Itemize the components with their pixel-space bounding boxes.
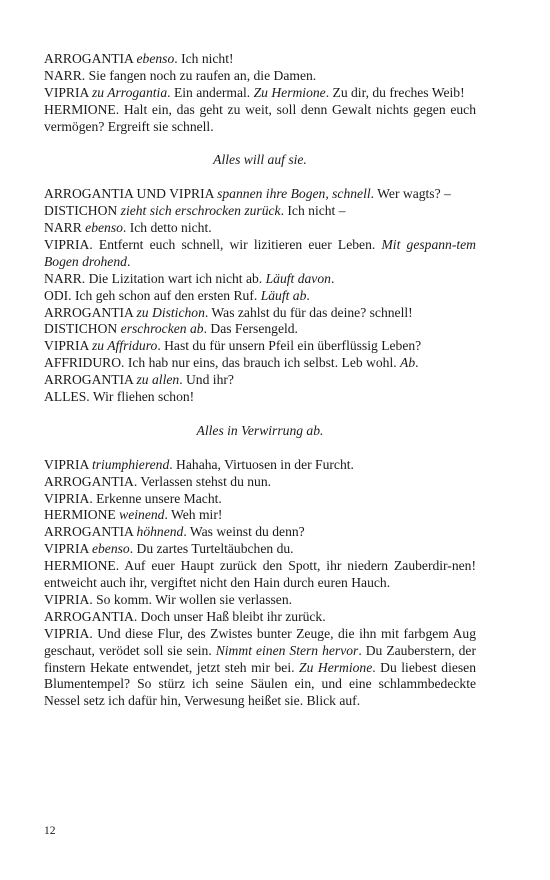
- dialogue-line: [44, 524, 476, 541]
- text-run: ODI. Ich geh schon auf den ersten Ruf.: [44, 287, 261, 303]
- text-run: VIPRIA. Und diese Flur, des Zwistes bunter Zeuge, die ihn mit farbgem Aug geschaut, verödet soll sie sein.: [44, 625, 476, 658]
- dialogue-line: [44, 288, 476, 305]
- text-run: . Ich detto nicht.: [122, 220, 212, 236]
- italic-direction: Ab: [400, 355, 416, 371]
- italic-direction: Nimmt einen Stern hervor: [215, 642, 359, 658]
- text-run: ARROGANTIA. Verlassen stehst du nun.: [44, 473, 272, 489]
- text-run: ARROGANTIA: [44, 304, 137, 320]
- dialogue-line: [44, 186, 476, 203]
- text-run: AFFRIDURO. Ich hab nur eins, das brauch ich selbst. Leb wohl.: [44, 355, 401, 371]
- dialogue-line: [44, 271, 476, 288]
- text-run: . Weh mir!: [164, 507, 223, 523]
- italic-direction: zu allen: [136, 372, 180, 388]
- dialogue-line: [44, 609, 476, 626]
- italic-direction: Alles will auf sie.: [213, 152, 307, 168]
- italic-direction: zu Distichon: [136, 304, 205, 320]
- italic-direction: Zu Hermione: [299, 659, 373, 675]
- italic-direction: ebenso: [85, 220, 123, 236]
- italic-direction: höhnend: [136, 524, 184, 540]
- text-run: . Du liebest diesen Blumentempel? So stürz ich seine Säulen ein, und eine schlammbedeckte Nessel setz ich dafür hin, Verwesung heißet sie. Blick auf.: [44, 659, 476, 709]
- text-run: . Hast du für unsern Pfeil ein überflüssig Leben?: [157, 338, 422, 354]
- text-run: . Zu dir, du freches Weib!: [325, 84, 465, 100]
- text-run: . Ich nicht –: [280, 203, 346, 219]
- italic-direction: weinend: [119, 507, 165, 523]
- text-run: . Und ihr?: [179, 372, 234, 388]
- italic-direction: zieht sich erschrocken zurück: [120, 203, 281, 219]
- blank-line: [44, 406, 476, 423]
- play-text: [44, 51, 476, 710]
- italic-direction: zu Arrogantia: [91, 84, 168, 100]
- text-run: . Hahaha, Virtuosen in der Furcht.: [169, 456, 354, 472]
- dialogue-line: [44, 626, 476, 711]
- text-run: VIPRIA: [44, 456, 92, 472]
- italic-direction: erschrocken ab: [120, 321, 204, 337]
- text-run: . Wer wagts? –: [370, 186, 451, 202]
- italic-direction: Mit gespann-tem Bogen drohend: [44, 236, 476, 269]
- stage-direction: [44, 152, 476, 169]
- text-run: DISTICHON: [44, 321, 121, 337]
- text-run: VIPRIA: [44, 338, 92, 354]
- dialogue-line: [44, 474, 476, 491]
- blank-line: [44, 169, 476, 186]
- dialogue-line: [44, 237, 476, 271]
- italic-direction: ebenso: [136, 51, 175, 66]
- text-run: NARR. Die Lizitation wart ich nicht ab.: [44, 270, 266, 286]
- dialogue-line: [44, 457, 476, 474]
- italic-direction: zu Affriduro: [91, 338, 158, 354]
- blank-line: [44, 440, 476, 457]
- dialogue-line: [44, 305, 476, 322]
- text-run: ARROGANTIA. Doch unser Haß bleibt ihr zurück.: [44, 608, 326, 624]
- dialogue-line: [44, 372, 476, 389]
- dialogue-line: [44, 220, 476, 237]
- text-run: ARROGANTIA: [44, 372, 137, 388]
- dialogue-line: [44, 507, 476, 524]
- dialogue-line: [44, 558, 476, 592]
- dialogue-line: [44, 51, 476, 68]
- dialogue-line: [44, 491, 476, 508]
- dialogue-line: [44, 102, 476, 136]
- text-run: . Was weinst du denn?: [183, 524, 305, 540]
- text-run: . Ein andermal.: [167, 84, 254, 100]
- text-run: NARR. Sie fangen noch zu raufen an, die Damen.: [44, 67, 317, 83]
- text-run: HERMIONE. Auf euer Haupt zurück den Spott, ihr niedern Zauberdir-nen! entweicht auch ihr, vergiftet nicht den Hain durch euren Hauch.: [44, 558, 476, 591]
- text-run: . Das Fersengeld.: [203, 321, 298, 337]
- dialogue-line: [44, 541, 476, 558]
- italic-direction: triumphierend: [91, 456, 170, 472]
- dialogue-line: [44, 321, 476, 338]
- text-run: NARR: [44, 220, 86, 236]
- text-run: VIPRIA: [44, 84, 92, 100]
- italic-direction: Läuft ab: [260, 287, 307, 303]
- text-run: ALLES. Wir fliehen schon!: [44, 389, 195, 405]
- dialogue-line: [44, 338, 476, 355]
- text-run: . Du zartes Turteltäubchen du.: [129, 541, 294, 557]
- text-run: .: [306, 287, 310, 303]
- text-run: VIPRIA. So komm. Wir wollen sie verlassen.: [44, 591, 293, 607]
- dialogue-line: [44, 85, 476, 102]
- text-run: DISTICHON: [44, 203, 121, 219]
- dialogue-line: [44, 68, 476, 85]
- text-run: . Du Zauberstern, der finstern Hekate entwendet, jetzt steh mir bei.: [44, 642, 476, 675]
- stage-direction: [44, 423, 476, 440]
- text-run: . Ich nicht!: [174, 51, 234, 66]
- dialogue-line: [44, 389, 476, 406]
- text-run: VIPRIA. Entfernt euch schnell, wir lizitieren euer Leben.: [44, 236, 382, 252]
- dialogue-line: [44, 355, 476, 372]
- text-run: .: [330, 270, 335, 286]
- text-run: ARROGANTIA: [44, 51, 137, 66]
- text-run: ARROGANTIA UND VIPRIA: [44, 186, 218, 202]
- text-run: . Was zahlst du für das deine? schnell!: [204, 304, 413, 320]
- page-number: 12: [44, 825, 56, 837]
- text-run: HERMIONE. Halt ein, das geht zu weit, soll denn Gewalt nichts gegen euch vermögen? Ergreift sie schnell.: [44, 101, 476, 134]
- italic-direction: Alles in Verwirrung ab.: [196, 422, 324, 438]
- italic-direction: spannen ihre Bogen, schnell: [217, 186, 371, 202]
- text-run: .: [415, 355, 419, 371]
- italic-direction: Läuft davon: [265, 270, 331, 286]
- dialogue-line: [44, 203, 476, 220]
- text-run: VIPRIA. Erkenne unsere Macht.: [44, 490, 222, 506]
- text-run: ARROGANTIA: [44, 524, 137, 540]
- text-run: HERMIONE: [44, 507, 120, 523]
- dialogue-line: [44, 592, 476, 609]
- text-run: VIPRIA: [44, 541, 92, 557]
- text-run: .: [126, 253, 131, 269]
- italic-direction: ebenso: [91, 541, 130, 557]
- italic-direction: Zu Hermione: [253, 84, 326, 100]
- blank-line: [44, 136, 476, 153]
